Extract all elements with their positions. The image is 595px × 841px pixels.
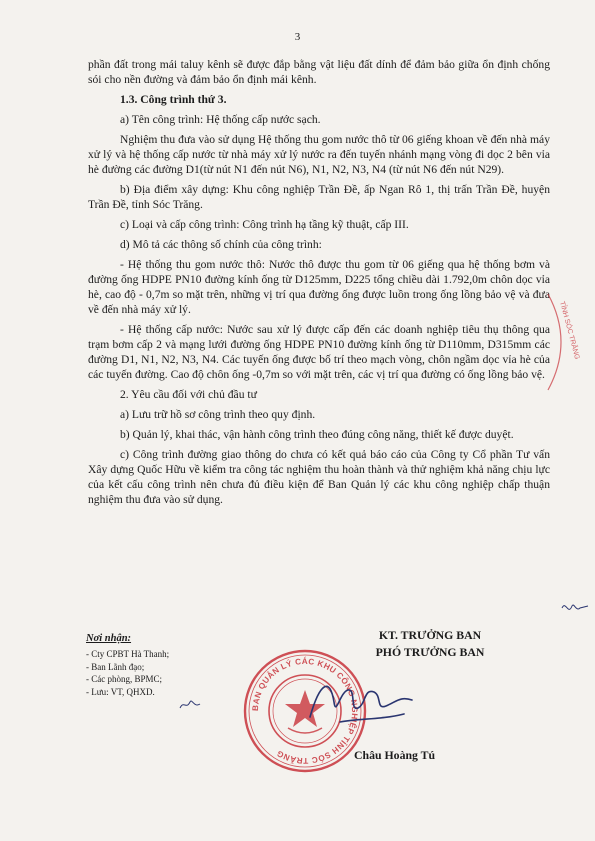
- signature-title-line1: KT. TRƯỞNG BAN: [378, 628, 482, 642]
- recipients-block: [86, 633, 169, 698]
- section-heading: 1.3. Công trình thứ 3.: [120, 93, 227, 106]
- paragraph: - Hệ thống thu gom nước thô: Nước thô được thu gom từ 06 giếng qua hệ thống bơm và đường ống HDPE PN10 đường kính ống từ D125mm, D225 tổng chiều dài 1.792,0m chôn dọc vỉa hè, cao độ - 0,7m so mặt trên, những vị trí qua đường ống được luồn trong ống lồng bảo vệ và đưa về đến nhà máy xử lý.: [88, 258, 550, 316]
- paragraph: phần đất trong mái taluy kênh sẽ được đắp bằng vật liệu đất dính để đảm bảo giữa ổn định chống sói cho nền đường và đảm bảo ổn định mái kênh.: [88, 58, 550, 86]
- initials-mark-icon: [178, 696, 204, 714]
- svg-text:BAN QUẢN LÝ CÁC KHU CÔNG NGHIỆ: BAN QUẢN LÝ CÁC KHU CÔNG NGHIỆP TỈNH SÓC TRĂNG: [250, 656, 360, 766]
- paragraph: c) Loại và cấp công trình: Công trình hạ tầng kỹ thuật, cấp III.: [120, 218, 409, 231]
- paragraph: Nghiệm thu đưa vào sử dụng Hệ thống thu gom nước thô từ 06 giếng khoan về đến nhà máy xử lý và hệ thống cấp nước từ nhà máy xử lý nước ra đến tuyến nhánh mạng vòng đi dọc 2 bên vỉa hè đường các đường D1(từ nút N1 đến nút N6), N1, N2, N3, N4 (từ nút N6 đến nút N29).: [88, 133, 550, 176]
- initials-mark-icon: [560, 598, 590, 618]
- signer-name: Châu Hoàng Tú: [354, 748, 436, 762]
- recipient-item: - Cty CPBT Hà Thanh;: [86, 649, 170, 660]
- paragraph: b) Địa điểm xây dựng: Khu công nghiệp Trần Đề, ấp Ngan Rô 1, thị trấn Trần Đề, huyện Trần Đề, tỉnh Sóc Trăng.: [88, 183, 550, 211]
- paragraph: d) Mô tả các thông số chính của công trình:: [120, 238, 322, 251]
- recipient-item: - Lưu: VT, QHXD.: [86, 686, 155, 697]
- paragraph: c) Công trình đường giao thông do chưa có kết quả báo cáo của Công ty Cổ phần Tư vấn Xây dựng Quốc Hữu về kiểm tra công tác nghiệm thu hoàn thành và thử nghiệm khả năng chịu lực của kết cấu công trình nên chưa đủ điều kiện để Ban Quản lý các khu công nghiệp chấp thuận nghiệm thu đưa vào sử dụng.: [88, 448, 550, 506]
- recipients-title: Nơi nhận:: [86, 633, 132, 644]
- svg-text:TỈNH SÓC TRĂNG: TỈNH SÓC TRĂNG: [558, 300, 581, 361]
- paragraph: - Hệ thống cấp nước: Nước sau xử lý được cấp đến các doanh nghiệp tiêu thụ thông qua trạm bơm cấp 2 và mạng lưới đường ống HDPE PN10 đường kính ống từ D110mm, D315mm các đường D1, N1, N2, N3, N4. Các tuyến ống được bố trí theo mạch vòng, chôn ngầm dọc vỉa hè của các tuyến đường. Cao độ chôn ống -0,7m so với mặt trên, các vị trí qua đường có ống lồng bảo vệ.: [88, 323, 550, 381]
- paragraph: 2. Yêu cầu đối với chủ đầu tư: [120, 388, 257, 401]
- paragraph: a) Lưu trữ hồ sơ công trình theo quy định.: [120, 408, 316, 421]
- signature-title-line2: PHÓ TRƯỞNG BAN: [375, 645, 485, 659]
- edge-stamp-icon: [546, 292, 581, 392]
- document-body: [88, 57, 550, 512]
- handwritten-signature-icon: [300, 662, 420, 742]
- paragraph: a) Tên công trình: Hệ thống cấp nước sạch.: [120, 113, 321, 126]
- recipient-item: - Các phòng, BPMC;: [86, 674, 163, 685]
- paragraph: b) Quản lý, khai thác, vận hành công trình theo đúng công năng, thiết kế được duyệt.: [120, 428, 514, 441]
- recipient-item: - Ban Lãnh đạo;: [86, 661, 145, 672]
- page-number: 3: [294, 31, 301, 43]
